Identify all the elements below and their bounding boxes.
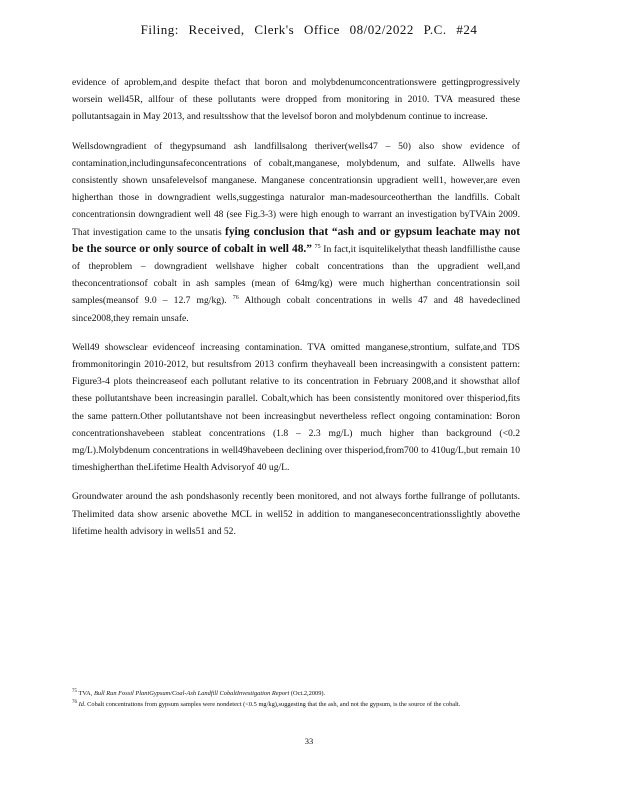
paragraph-well-49 — [72, 339, 520, 477]
footnote-ref-75: 75 — [314, 243, 321, 250]
quoted-conclusion: fying conclusion that “ash and or gypsum leachate may not be the source or only source of cobalt in well 48.” — [72, 225, 520, 255]
paragraph-text: Although cobalt concentrations in wells 47 and 48 havedeclined since2008,they remain unsafe. — [72, 295, 520, 324]
footnote-text: TVA, — [78, 690, 93, 697]
footnotes — [72, 688, 520, 710]
footnote-text: . Cobalt concentrations from gypsum samples were nondetect (<0.5 mg/kg),suggesting that the ash, and not the gypsum, is the source of the cobalt. — [83, 701, 461, 708]
footnote-76 — [72, 699, 520, 710]
paragraph-boron-molybdenum — [72, 74, 520, 126]
document-body — [72, 74, 520, 552]
footnote-number: 76 — [72, 700, 77, 705]
footnote-75 — [72, 688, 520, 699]
paragraph-text: Wellsdowngradient of thegypsumand ash landfillsalong theriver(wells47 – 50) also show evidence of contamination,includingunsafeconcentrations of cobalt,manganese, molybdenum, and sulfate. Allwells have consistently shown unsafelevelsof manganese. Manganese concentrationsin upgradient well1, however,are even higherthan those in downgradient wells,suggestinga naturalor man-madesourceotherthan the landfills. Cobalt concentrationsin downgradient well 48 (see Fig.3-3) were high enough to warrant an investigation byTVAin 2009. That investigation came to the unsatis — [72, 140, 520, 238]
paragraph-downgradient-wells — [72, 138, 520, 327]
footnote-text: (Oct.2,2009). — [290, 690, 326, 697]
paragraph-text: In fact,it isquitelikelythat theash landfillisthe cause of theproblem – downgradient wellshave higher cobalt concentrations than the upgradient well,and theconcentrationsof cobalt in ash samples (mean of 64mg/kg) were much higherthan concentrationsin soil samples(meansof 9.0 – 12.7 mg/kg). — [72, 243, 520, 307]
page-number: 33 — [304, 736, 314, 746]
paragraph-text: Well49 showsclear evidenceof increasing contamination. TVA omitted manganese,strontium, sulfate,and TDS frommonitoringin 2010-2012, but resultsfrom 2013 confirm theyhaveall been increasingwith a consistent pattern: Figure3-4 plots theincreaseof each pollutant relative to its concentration in February 2008,and it showsthat allof these pollutantshave been increasingin parallel. Cobalt,which has been consistently monitored over thisperiod,fits the same pattern.Other pollutantshave not been increasingbut nevertheless reflect ongoing contamination: Boron concentrationshavebeen stableat concentrations (1.8 – 2.3 mg/L) much higher than background (<0.2 mg/L).Molybdenum concentrations in well49havebeen declining over thisperiod,from700 to 410ug/L,but remain 10 timeshigherthan theLifetime Health Advisoryof 40 ug/L. — [72, 341, 520, 474]
footnote-number: 75 — [72, 689, 77, 694]
paragraph-text: Groundwater around the ash pondshasonly recently been monitored, and not always forthe fullrange of pollutants. Thelimited data show arsenic abovethe MCL in well52 in addition to manganeseconcentrationsslightly abovethe lifetime health advisory in wells51 and 52. — [72, 491, 520, 537]
footnote-id: Id — [78, 701, 84, 708]
filing-header: Filing: Received, Clerk's Office 08/02/2022 P.C. #24 — [140, 22, 478, 37]
paragraph-groundwater — [72, 488, 520, 540]
footnote-ref-76: 76 — [232, 295, 239, 302]
footnote-report-title: Bull Run Fossil PlantGypsum/Coal-Ash Landfill CobaltInvestigation Report — [94, 690, 290, 697]
paragraph-text: evidence of aproblem,and despite thefact that boron and molybdenumconcentrationswere gettingprogressively worsein well45R, allfour of these pollutants were dropped from monitoring in 2010. TVA measured these pollutantsagain in May 2013, and resultsshow that the levelsof boron and molybdenum continue to increase. — [72, 77, 520, 123]
